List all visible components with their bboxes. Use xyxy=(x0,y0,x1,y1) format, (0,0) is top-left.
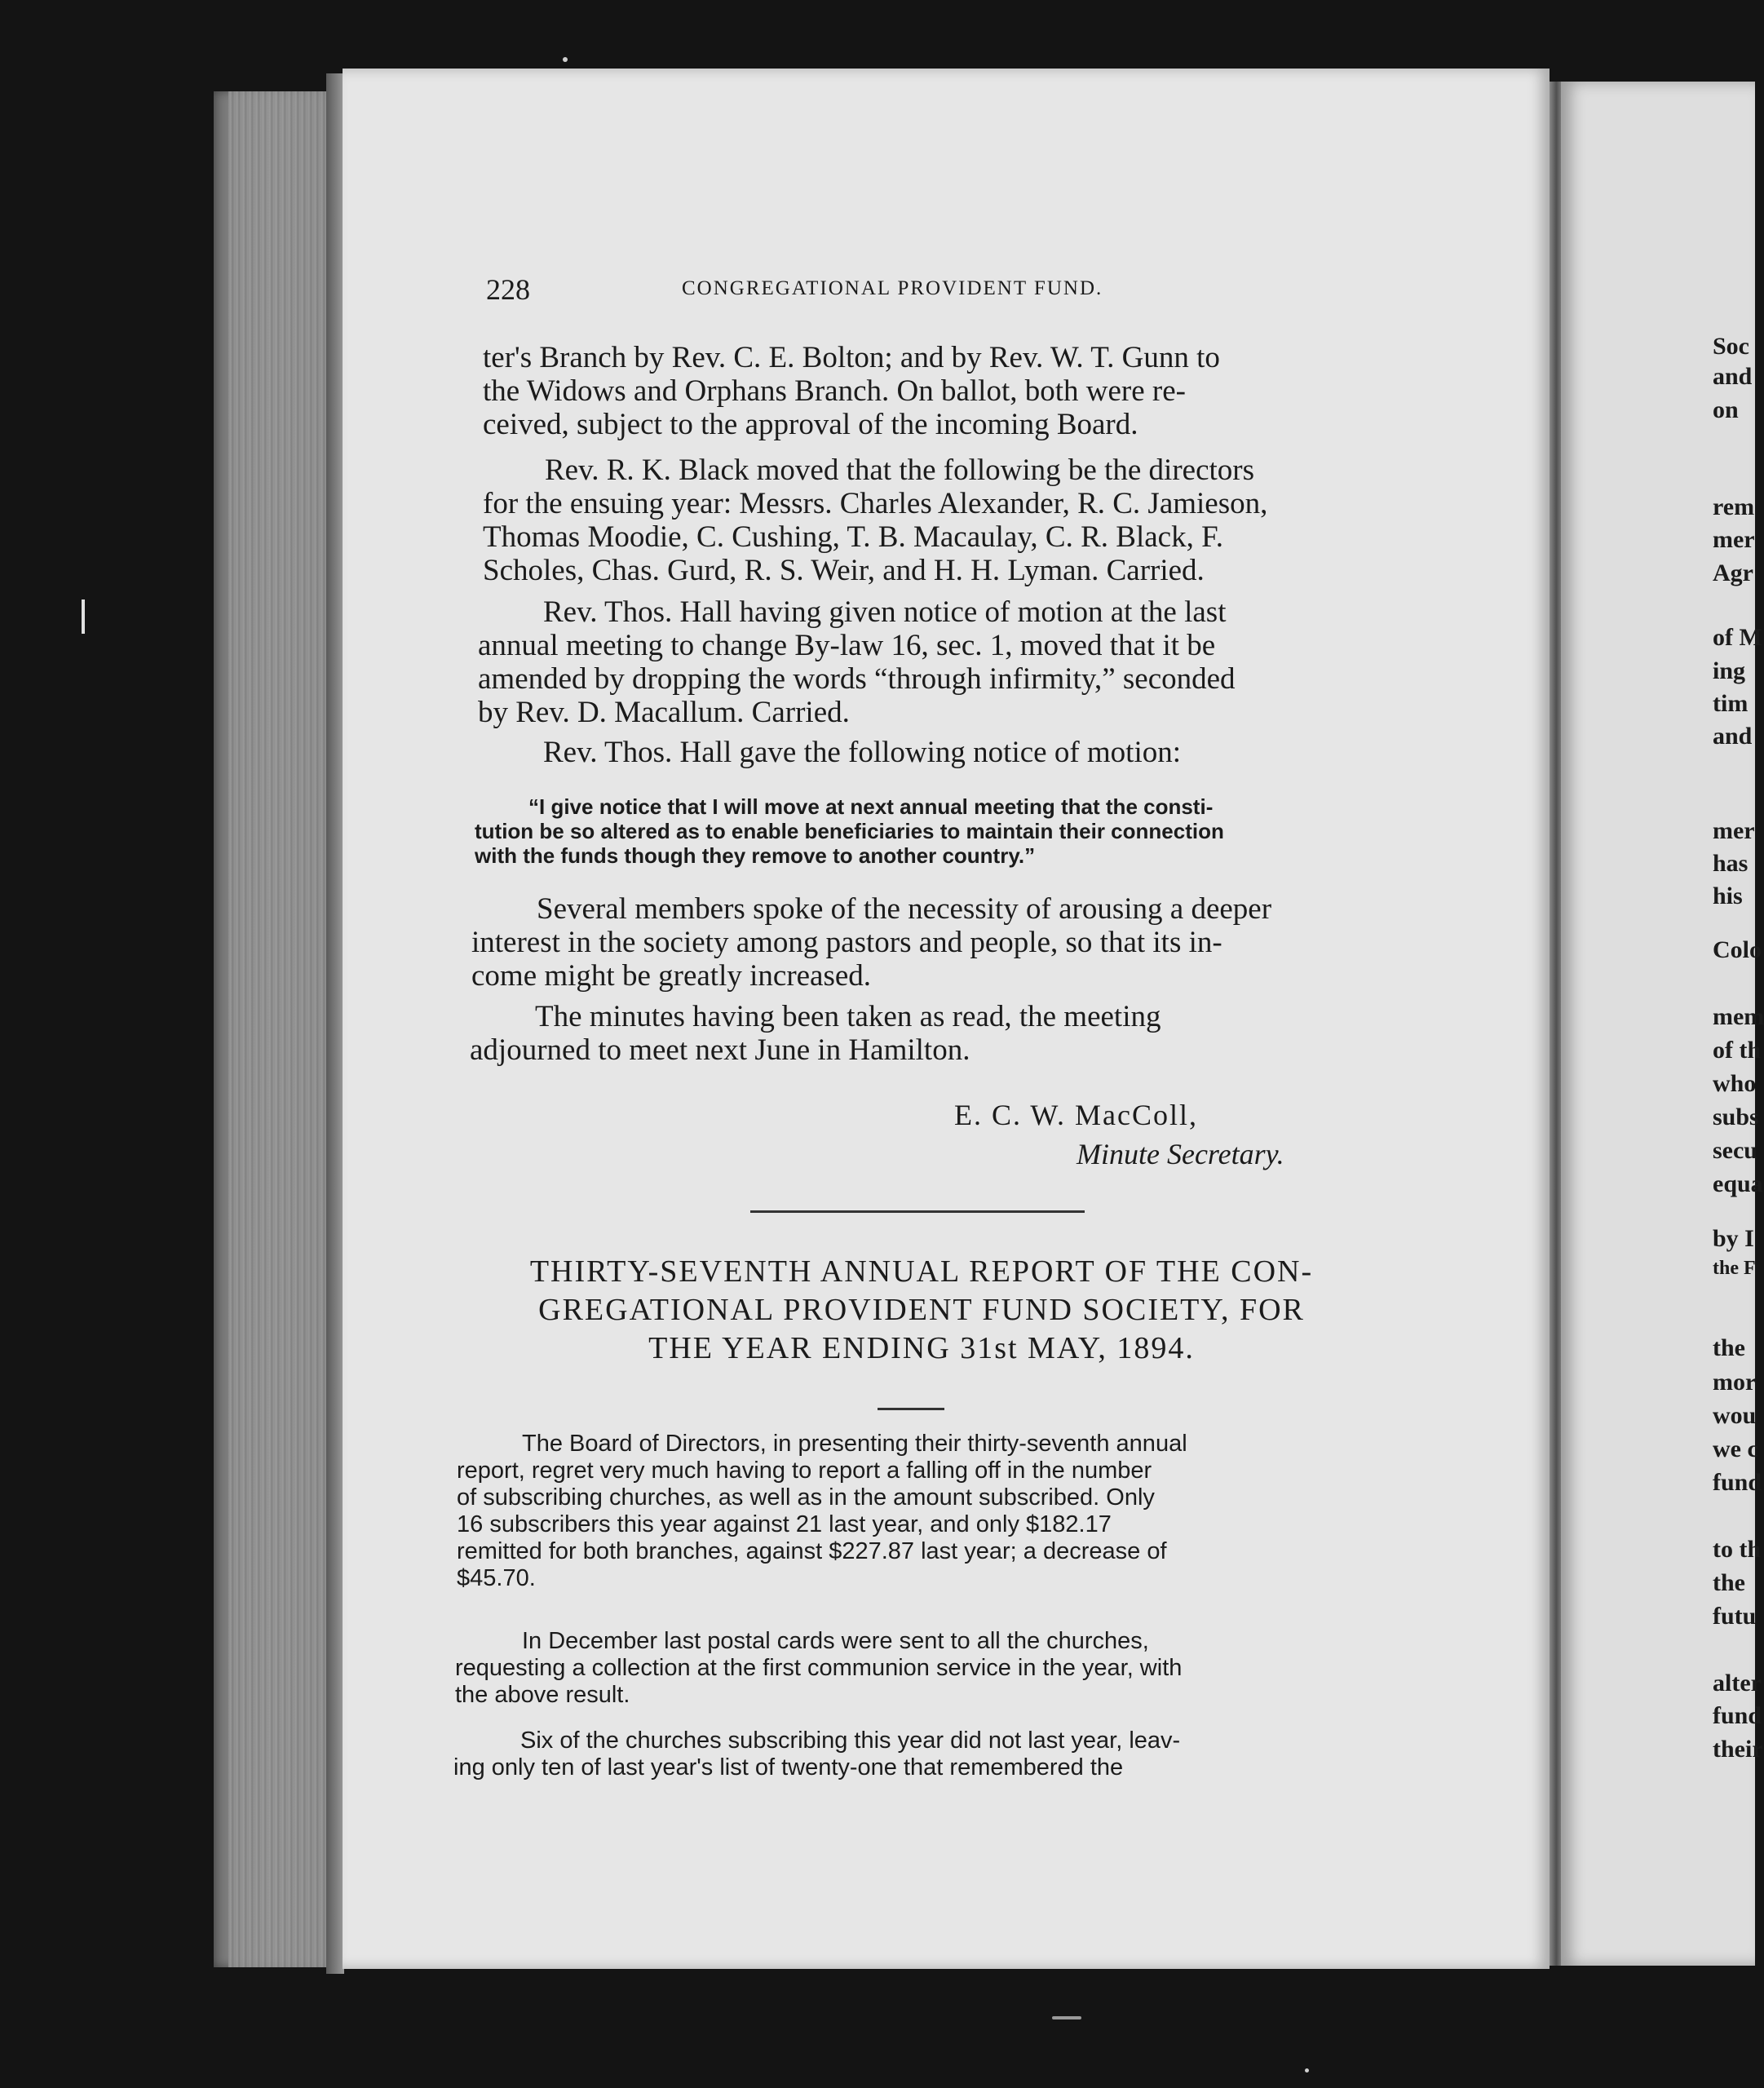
right-page-fragment: by I xyxy=(1713,1225,1754,1252)
title-rule xyxy=(878,1408,944,1410)
paragraph-4 xyxy=(543,736,1383,769)
text-line: of subscribing churches, as well as in the amount subscribed. Only xyxy=(457,1484,1155,1511)
right-page-fragment: of M xyxy=(1713,624,1762,651)
section-divider xyxy=(750,1210,1085,1213)
motion-quote xyxy=(475,794,1380,868)
text-line: Several members spoke of the necessity of arousing a deeper xyxy=(537,892,1272,926)
right-page-fragment: mor xyxy=(1713,1369,1757,1396)
text-line: amended by dropping the words “through infirmity,” seconded xyxy=(478,662,1236,696)
text-line: The Board of Directors, in presenting their thirty-seventh annual xyxy=(522,1431,1187,1457)
text-line: ter's Branch by Rev. C. E. Bolton; and by Rev. W. T. Gunn to xyxy=(483,341,1220,374)
text-line: Rev. Thos. Hall gave the following notice of motion: xyxy=(543,736,1182,769)
right-page-fragment: futu xyxy=(1713,1603,1757,1630)
right-page-fragment: mer xyxy=(1713,526,1755,553)
text-line: ing only ten of last year's list of twenty-one that remembered the xyxy=(453,1754,1124,1781)
dust-speck xyxy=(1305,2068,1309,2073)
right-page-fragment: the F xyxy=(1713,1258,1756,1279)
right-page-fragment: to th xyxy=(1713,1536,1762,1563)
report-paragraph-1 xyxy=(457,1431,1359,1592)
text-line: for the ensuing year: Messrs. Charles Alexander, R. C. Jamieson, xyxy=(483,487,1268,520)
text-line: come might be greatly increased. xyxy=(471,959,872,993)
text-line: with the funds though they remove to another country.” xyxy=(475,843,1036,868)
right-page-fragment: and xyxy=(1713,723,1753,750)
right-page-fragment: mem xyxy=(1713,1003,1764,1030)
gutter-shadow xyxy=(326,73,344,1974)
text-line: Rev. Thos. Hall having given notice of motion at the last xyxy=(543,595,1227,629)
paragraph-3 xyxy=(478,595,1382,729)
paragraph-6 xyxy=(470,1000,1382,1067)
right-page-fragment: on xyxy=(1713,396,1739,423)
right-page-fragment: the xyxy=(1713,1569,1745,1596)
title-line: THIRTY-SEVENTH ANNUAL REPORT OF THE CON- xyxy=(529,1254,1314,1289)
right-page-fragment: and xyxy=(1713,363,1753,390)
signature-name: E. C. W. MacColl, xyxy=(954,1099,1199,1131)
dust-speck xyxy=(1052,2016,1081,2019)
signature-title: Minute Secretary. xyxy=(1077,1138,1284,1170)
right-page-fragment: Soc xyxy=(1713,333,1749,360)
report-paragraph-3 xyxy=(453,1727,1355,1781)
text-line: by Rev. D. Macallum. Carried. xyxy=(478,696,850,729)
margin-mark xyxy=(82,599,85,634)
right-page-fragment: alter xyxy=(1713,1670,1762,1696)
right-page-fragment: his xyxy=(1713,883,1743,909)
text-line: ceived, subject to the approval of the incoming Board. xyxy=(483,408,1138,441)
right-page-fragment: wou xyxy=(1713,1402,1757,1429)
text-line: Six of the churches subscribing this year did not last year, leav- xyxy=(520,1727,1181,1754)
text-line: requesting a collection at the first communion service in the year, with xyxy=(455,1655,1183,1681)
right-page-fragment: Agr xyxy=(1713,560,1753,586)
right-page-fragment: fund xyxy=(1713,1469,1762,1496)
text-line: interest in the society among pastors and people, so that its in- xyxy=(471,926,1222,959)
right-page-fragment: the xyxy=(1713,1334,1745,1361)
right-page-fragment: subs xyxy=(1713,1104,1759,1130)
right-page-fragment: secu xyxy=(1713,1137,1757,1164)
text-line: the Widows and Orphans Branch. On ballot, both were re- xyxy=(483,374,1186,408)
text-line: $45.70. xyxy=(457,1565,536,1591)
right-page-fragment: has xyxy=(1713,850,1749,877)
right-page-fragment: rem xyxy=(1713,493,1755,520)
paragraph-2 xyxy=(483,453,1386,587)
text-line: “I give notice that I will move at next annual meeting that the consti- xyxy=(528,794,1214,819)
right-page-fragment: who xyxy=(1713,1070,1757,1097)
title-line: GREGATIONAL PROVIDENT FUND SOCIETY, FOR xyxy=(538,1293,1305,1327)
text-line: annual meeting to change By-law 16, sec. 1, moved that it be xyxy=(478,629,1216,662)
title-line: THE YEAR ENDING 31st MAY, 1894. xyxy=(648,1331,1195,1365)
paragraph-5 xyxy=(471,892,1382,993)
right-page-fragment: ing xyxy=(1713,657,1746,684)
text-line: Scholes, Chas. Gurd, R. S. Weir, and H. H. Lyman. Carried. xyxy=(483,554,1205,587)
right-page-fragment: equa xyxy=(1713,1170,1763,1197)
report-paragraph-2 xyxy=(455,1628,1357,1709)
text-line: remitted for both branches, against $227.87 last year; a decrease of xyxy=(457,1538,1167,1564)
right-page-fragment: their xyxy=(1713,1736,1763,1763)
running-head xyxy=(486,272,1383,313)
text-line: the above result. xyxy=(455,1682,630,1708)
text-line: report, regret very much having to report a falling off in the number xyxy=(457,1458,1152,1484)
text-line: The minutes having been taken as read, the meeting xyxy=(535,1000,1161,1033)
text-line: Thomas Moodie, C. Cushing, T. B. Macaulay, C. R. Black, F. xyxy=(483,520,1223,554)
page-number: 228 xyxy=(486,273,530,306)
text-line: In December last postal cards were sent to all the churches, xyxy=(522,1628,1149,1654)
text-line: Rev. R. K. Black moved that the following be the directors xyxy=(545,453,1254,487)
right-page-fragment: fund xyxy=(1713,1702,1762,1729)
text-line: 16 subscribers this year against 21 last year, and only $182.17 xyxy=(457,1511,1112,1537)
right-page-fragment: Colo xyxy=(1713,936,1762,963)
dust-speck xyxy=(563,57,568,62)
right-page-fragment: of th xyxy=(1713,1037,1762,1064)
right-page-fragment: tim xyxy=(1713,690,1749,717)
right-page-fragment: we c xyxy=(1713,1436,1758,1462)
paragraph-1 xyxy=(483,341,1386,441)
text-line: tution be so altered as to enable beneficiaries to maintain their connection xyxy=(475,819,1224,843)
text-line: adjourned to meet next June in Hamilton. xyxy=(470,1033,970,1067)
page-gutter xyxy=(1550,82,1561,1966)
report-title xyxy=(457,1253,1386,1368)
right-page-fragment: mer xyxy=(1713,817,1755,844)
running-title: CONGREGATIONAL PROVIDENT FUND. xyxy=(682,277,1103,299)
page-stack-edges xyxy=(228,91,326,1967)
